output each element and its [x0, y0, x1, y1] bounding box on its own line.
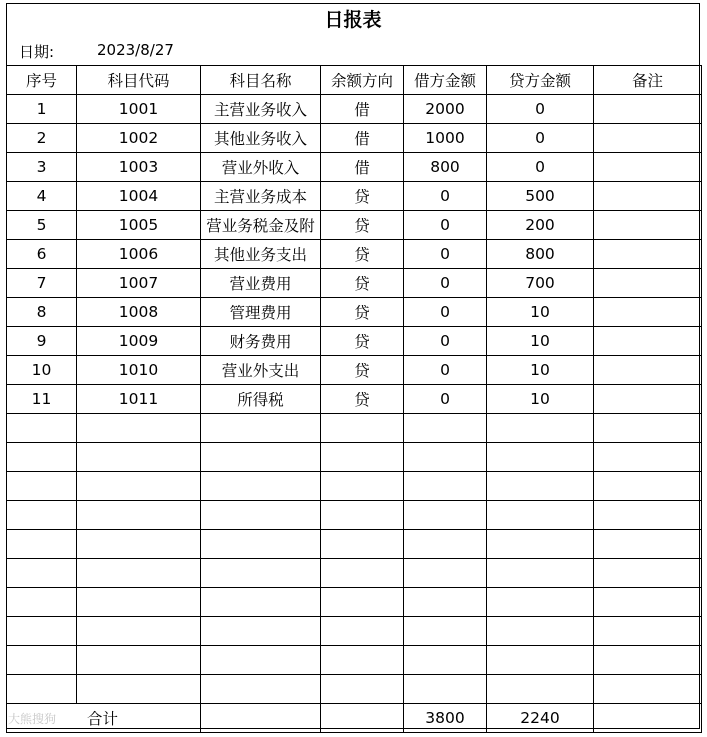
table-row	[7, 269, 702, 298]
debit-cell[interactable]: 800	[404, 153, 487, 182]
table-row	[7, 385, 702, 414]
column-header: 科目名称	[201, 66, 321, 95]
seq-cell[interactable]: 4	[7, 182, 77, 211]
direction-cell[interactable]: 贷	[321, 356, 404, 385]
empty-cell[interactable]	[321, 472, 404, 501]
table-row	[7, 327, 702, 356]
debit-cell[interactable]: 0	[404, 182, 487, 211]
code-cell[interactable]: 1002	[77, 124, 201, 153]
empty-cell[interactable]	[594, 646, 702, 675]
remark-cell[interactable]	[594, 298, 702, 327]
credit-cell[interactable]: 0	[487, 95, 594, 124]
seq-cell[interactable]: 9	[7, 327, 77, 356]
direction-cell[interactable]: 贷	[321, 182, 404, 211]
empty-cell[interactable]	[77, 559, 201, 588]
empty-cell[interactable]	[487, 617, 594, 646]
empty-cell[interactable]	[77, 675, 201, 704]
empty-cell[interactable]	[404, 646, 487, 675]
table-row	[7, 240, 702, 269]
direction-cell[interactable]: 借	[321, 153, 404, 182]
code-cell[interactable]: 1005	[77, 211, 201, 240]
credit-cell[interactable]: 10	[487, 385, 594, 414]
empty-cell[interactable]	[404, 675, 487, 704]
empty-cell[interactable]	[404, 559, 487, 588]
remark-cell[interactable]	[594, 124, 702, 153]
watermark: 大熊搜狗	[8, 712, 57, 726]
remark-cell[interactable]	[594, 385, 702, 414]
seq-cell[interactable]: 8	[7, 298, 77, 327]
name-cell[interactable]: 其他业务支出	[201, 240, 321, 269]
empty-cell[interactable]	[487, 501, 594, 530]
empty-row	[7, 472, 702, 501]
table-body	[7, 95, 702, 704]
table-row	[7, 95, 702, 124]
table-row	[7, 153, 702, 182]
empty-cell[interactable]	[321, 559, 404, 588]
empty-cell[interactable]	[7, 646, 77, 675]
table-row	[7, 182, 702, 211]
empty-cell[interactable]	[594, 617, 702, 646]
empty-cell[interactable]	[404, 414, 487, 443]
seq-cell[interactable]: 6	[7, 240, 77, 269]
empty-cell[interactable]	[7, 501, 77, 530]
column-header: 序号	[7, 66, 77, 95]
remark-cell[interactable]	[594, 95, 702, 124]
empty-cell[interactable]	[594, 501, 702, 530]
empty-cell[interactable]	[201, 472, 321, 501]
credit-cell[interactable]: 10	[487, 327, 594, 356]
code-cell[interactable]: 1004	[77, 182, 201, 211]
code-cell[interactable]: 1011	[77, 385, 201, 414]
direction-cell[interactable]: 贷	[321, 240, 404, 269]
debit-cell[interactable]: 0	[404, 211, 487, 240]
direction-cell[interactable]: 借	[321, 124, 404, 153]
empty-cell[interactable]	[594, 675, 702, 704]
debit-cell[interactable]: 0	[404, 327, 487, 356]
empty-row	[7, 559, 702, 588]
code-cell[interactable]: 1001	[77, 95, 201, 124]
table-row	[7, 356, 702, 385]
empty-cell[interactable]	[594, 414, 702, 443]
date-value: 2023/8/27	[97, 41, 174, 59]
credit-cell[interactable]: 10	[487, 356, 594, 385]
empty-cell[interactable]	[201, 617, 321, 646]
remark-cell[interactable]	[594, 153, 702, 182]
debit-cell[interactable]: 0	[404, 385, 487, 414]
empty-row	[7, 588, 702, 617]
name-cell[interactable]: 营业务税金及附	[201, 211, 321, 240]
name-cell[interactable]: 其他业务收入	[201, 124, 321, 153]
empty-cell[interactable]	[321, 675, 404, 704]
empty-cell[interactable]	[7, 559, 77, 588]
empty-cell[interactable]	[201, 443, 321, 472]
empty-row	[7, 675, 702, 704]
empty-row	[7, 646, 702, 675]
code-cell[interactable]: 1010	[77, 356, 201, 385]
code-cell[interactable]: 1008	[77, 298, 201, 327]
name-cell[interactable]: 主营业务收入	[201, 95, 321, 124]
date-row	[7, 36, 699, 65]
empty-cell[interactable]	[487, 559, 594, 588]
empty-cell[interactable]	[404, 588, 487, 617]
table-row	[7, 124, 702, 153]
empty-cell[interactable]	[404, 617, 487, 646]
empty-cell[interactable]	[321, 646, 404, 675]
credit-cell[interactable]: 200	[487, 211, 594, 240]
seq-cell[interactable]: 5	[7, 211, 77, 240]
empty-cell[interactable]	[77, 617, 201, 646]
empty-cell[interactable]	[77, 472, 201, 501]
empty-cell[interactable]	[201, 530, 321, 559]
empty-cell[interactable]	[7, 530, 77, 559]
empty-cell[interactable]	[201, 559, 321, 588]
code-cell[interactable]: 1009	[77, 327, 201, 356]
remark-cell[interactable]	[594, 182, 702, 211]
remark-cell[interactable]	[594, 269, 702, 298]
table-row	[7, 298, 702, 327]
empty-cell[interactable]	[77, 646, 201, 675]
name-cell[interactable]: 主营业务成本	[201, 182, 321, 211]
empty-cell[interactable]	[201, 588, 321, 617]
empty-cell[interactable]	[594, 530, 702, 559]
debit-cell[interactable]: 2000	[404, 95, 487, 124]
name-cell[interactable]: 管理费用	[201, 298, 321, 327]
total-credit[interactable]: 2240	[487, 704, 594, 733]
direction-cell[interactable]: 借	[321, 95, 404, 124]
empty-cell[interactable]	[201, 675, 321, 704]
empty-cell[interactable]	[77, 588, 201, 617]
empty-cell[interactable]	[201, 501, 321, 530]
debit-cell[interactable]: 1000	[404, 124, 487, 153]
seq-cell[interactable]: 1	[7, 95, 77, 124]
empty-cell[interactable]	[7, 588, 77, 617]
credit-cell[interactable]: 500	[487, 182, 594, 211]
empty-row	[7, 530, 702, 559]
empty-cell[interactable]	[404, 472, 487, 501]
seq-cell[interactable]: 3	[7, 153, 77, 182]
name-cell[interactable]: 营业外收入	[201, 153, 321, 182]
empty-cell[interactable]	[594, 472, 702, 501]
empty-row	[7, 617, 702, 646]
empty-cell[interactable]	[321, 501, 404, 530]
empty-cell[interactable]	[201, 414, 321, 443]
empty-cell[interactable]	[321, 617, 404, 646]
debit-cell[interactable]: 0	[404, 356, 487, 385]
total-cell[interactable]	[201, 704, 321, 733]
column-header: 科目代码	[77, 66, 201, 95]
empty-cell[interactable]	[321, 443, 404, 472]
empty-row	[7, 443, 702, 472]
empty-cell[interactable]	[321, 414, 404, 443]
remark-cell[interactable]	[594, 356, 702, 385]
empty-cell[interactable]	[487, 472, 594, 501]
credit-cell[interactable]: 10	[487, 298, 594, 327]
empty-row	[7, 501, 702, 530]
seq-cell[interactable]: 7	[7, 269, 77, 298]
debit-cell[interactable]: 0	[404, 240, 487, 269]
empty-cell[interactable]	[77, 501, 201, 530]
header-row	[7, 66, 702, 95]
column-header: 余额方向	[321, 66, 404, 95]
column-header: 借方金额	[404, 66, 487, 95]
empty-cell[interactable]	[77, 530, 201, 559]
credit-cell[interactable]: 800	[487, 240, 594, 269]
seq-cell[interactable]: 2	[7, 124, 77, 153]
direction-cell[interactable]: 贷	[321, 269, 404, 298]
credit-cell[interactable]: 0	[487, 124, 594, 153]
report-sheet	[6, 3, 700, 729]
debit-cell[interactable]: 0	[404, 298, 487, 327]
empty-cell[interactable]	[487, 588, 594, 617]
direction-cell[interactable]: 贷	[321, 327, 404, 356]
empty-cell[interactable]	[404, 443, 487, 472]
date-label: 日期:	[19, 43, 55, 61]
column-header: 备注	[594, 66, 702, 95]
direction-cell[interactable]: 贷	[321, 211, 404, 240]
debit-cell[interactable]: 0	[404, 269, 487, 298]
table-row	[7, 211, 702, 240]
empty-cell[interactable]	[404, 530, 487, 559]
empty-cell[interactable]	[594, 443, 702, 472]
code-cell[interactable]: 1003	[77, 153, 201, 182]
empty-cell[interactable]	[594, 588, 702, 617]
empty-cell[interactable]	[404, 501, 487, 530]
report-table	[6, 65, 702, 733]
empty-cell[interactable]	[594, 559, 702, 588]
name-cell[interactable]: 财务费用	[201, 327, 321, 356]
empty-cell[interactable]	[77, 414, 201, 443]
code-cell[interactable]: 1007	[77, 269, 201, 298]
empty-cell[interactable]	[487, 443, 594, 472]
empty-cell[interactable]	[7, 472, 77, 501]
empty-cell[interactable]	[201, 646, 321, 675]
direction-cell[interactable]: 贷	[321, 298, 404, 327]
direction-cell[interactable]: 贷	[321, 385, 404, 414]
empty-cell[interactable]	[7, 617, 77, 646]
name-cell[interactable]: 所得税	[201, 385, 321, 414]
empty-cell[interactable]	[487, 414, 594, 443]
column-header: 贷方金额	[487, 66, 594, 95]
name-cell[interactable]: 营业费用	[201, 269, 321, 298]
remark-cell[interactable]	[594, 240, 702, 269]
total-row	[7, 704, 702, 733]
empty-cell[interactable]	[321, 530, 404, 559]
empty-row	[7, 414, 702, 443]
seq-cell[interactable]: 11	[7, 385, 77, 414]
remark-cell[interactable]	[594, 327, 702, 356]
empty-cell[interactable]	[7, 443, 77, 472]
empty-cell[interactable]	[7, 414, 77, 443]
code-cell[interactable]: 1006	[77, 240, 201, 269]
total-label[interactable]: 合计	[7, 704, 201, 733]
empty-cell[interactable]	[77, 443, 201, 472]
empty-cell[interactable]	[487, 530, 594, 559]
name-cell[interactable]: 营业外支出	[201, 356, 321, 385]
report-title: 日报表	[324, 9, 382, 31]
seq-cell[interactable]: 10	[7, 356, 77, 385]
total-cell[interactable]	[594, 704, 702, 733]
empty-cell[interactable]	[7, 675, 77, 704]
remark-cell[interactable]	[594, 211, 702, 240]
credit-cell[interactable]: 0	[487, 153, 594, 182]
credit-cell[interactable]: 700	[487, 269, 594, 298]
total-cell[interactable]	[321, 704, 404, 733]
empty-cell[interactable]	[321, 588, 404, 617]
empty-cell[interactable]	[487, 675, 594, 704]
total-debit[interactable]: 3800	[404, 704, 487, 733]
empty-cell[interactable]	[487, 646, 594, 675]
